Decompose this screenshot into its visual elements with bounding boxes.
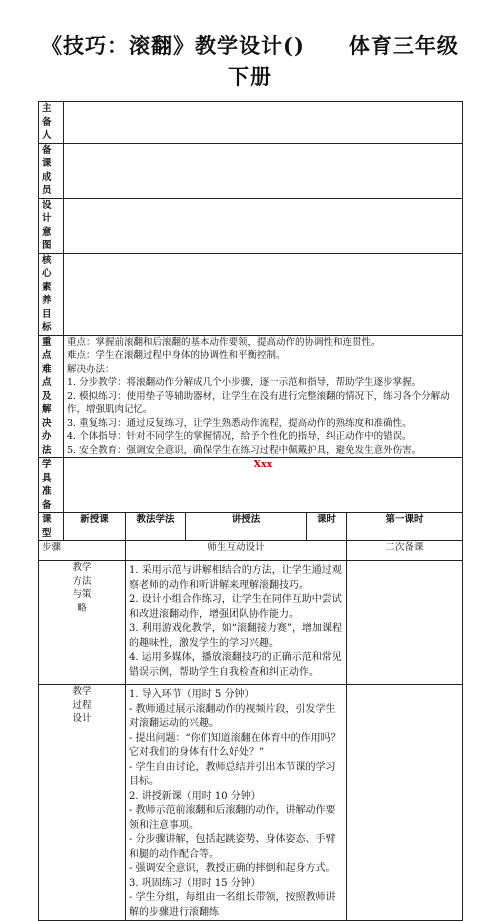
row-intent	[39, 198, 463, 253]
literacy-label: 核心素养目标	[39, 253, 64, 335]
key-points-label: 重点难点及解决办法	[39, 335, 64, 458]
process-second-prep[interactable]	[347, 685, 463, 921]
members-label: 备课成员	[39, 143, 64, 198]
key-line: 重点：掌握前滚翻和后滚翻的基本动作要领，提高动作的协调性和连贯性。	[67, 336, 381, 348]
process-line: - 强调安全意识，教授正确的摔倒和起身方式。	[129, 863, 336, 874]
key-line: 3. 重复练习：通过反复练习，让学生熟悉动作流程，提高动作的熟练度和准确性。	[67, 417, 412, 429]
key-line: 4. 个体指导：针对不同学生的掌握情况，给予个性化的指导，纠正动作中的错误。	[67, 431, 412, 442]
type-value: 新授课	[64, 513, 126, 541]
key-points-content	[64, 335, 463, 458]
literacy-value[interactable]	[64, 253, 463, 335]
title-line-2: 下册	[228, 64, 272, 89]
strategy-line: 3. 利用游戏化教学，如“滚翻接力赛”，增加课程的趣味性，激发学生的学习兴趣。	[129, 623, 342, 649]
intent-label: 设计意图	[39, 198, 64, 253]
row-steps-header	[39, 541, 463, 561]
strategy-label	[39, 561, 126, 685]
process-line: 1. 导入环节（用时 5 分钟）	[129, 689, 255, 700]
row-strategy	[39, 561, 463, 685]
row-members	[39, 143, 463, 198]
row-preparer	[39, 102, 463, 144]
strategy-line: 2. 设计小组合作练习，让学生在同伴互助中尝试和改进滚翻动作，增强团队协作能力。	[129, 594, 342, 620]
intent-value[interactable]	[64, 198, 463, 253]
preparer-label: 主备人	[39, 102, 64, 144]
strategy-second-prep[interactable]	[347, 561, 463, 685]
process-line: 2. 讲授新课（用时 10 分钟）	[129, 790, 261, 802]
row-literacy	[39, 253, 463, 335]
process-label-text: 教学过程设计	[72, 686, 92, 724]
process-line: - 教师示范前滚翻和后滚翻的动作，讲解动作要领和注意事项。	[129, 805, 336, 831]
interaction-header: 师生互动设计	[126, 541, 347, 561]
row-process	[39, 685, 463, 921]
process-line: - 分步骤讲解，包括起跳姿势、身体姿态、手臂和腿的动作配合等。	[129, 834, 336, 860]
key-line: 1. 分步教学：将滚翻动作分解成几个小步骤，逐一示范和指导，帮助学生逐步掌握。	[67, 377, 422, 388]
hours-value: 第一课时	[347, 513, 463, 541]
key-line: 5. 安全教育：强调安全意识，确保学生在练习过程中佩戴护具，避免发生意外伤害。	[67, 444, 422, 456]
key-line: 2. 模拟练习：使用垫子等辅助器材，让学生在没有进行完整滚翻的情况下，练习各个分解动作，增强肌肉记忆。	[67, 390, 450, 415]
strategy-content	[126, 561, 347, 685]
title-line-1: 《技巧：滚翻》教学设计() 体育三年级	[41, 33, 459, 58]
row-key-points	[39, 335, 463, 458]
type-label: 课型	[39, 513, 64, 541]
row-prep	[39, 458, 463, 513]
process-line: - 教师通过展示滚翻动作的视频片段，引发学生对滚翻运动的兴趣。	[129, 703, 336, 729]
second-prep-header: 二次备课	[347, 541, 463, 561]
hours-label: 课时	[307, 513, 347, 541]
process-line: - 提出问题：“你们知道滚翻在体育中的作用吗？它对我们的身体有什么好处？”	[129, 732, 341, 758]
process-label	[39, 685, 126, 921]
prep-label: 学具准备	[39, 458, 64, 513]
document-title	[0, 30, 500, 92]
strategy-label-text: 教学方法与策略	[72, 562, 92, 614]
prep-value: Xxx	[64, 458, 463, 513]
process-line: - 学生自由讨论，教师总结并引出本节课的学习目标。	[129, 761, 336, 787]
process-line: - 学生分组，每组由一名组长带领，按照教师讲解的步骤进行滚翻练	[129, 892, 336, 918]
strategy-line: 1. 采用示范与讲解相结合的方法，让学生通过观察老师的动作和听讲解来理解滚翻技巧。	[129, 565, 342, 591]
members-value[interactable]	[64, 143, 463, 198]
steps-label: 步骤	[39, 541, 126, 561]
strategy-line: 4. 运用多媒体，播放滚翻技巧的正确示范和常见错误示例，帮助学生自我检查和纠正动作。	[129, 652, 342, 678]
preparer-value[interactable]	[64, 102, 463, 144]
process-content	[126, 685, 347, 921]
lesson-plan-table	[38, 101, 463, 921]
key-line: 解决办法：	[67, 363, 115, 375]
method-label: 教法学法	[126, 513, 186, 541]
process-line: 3. 巩固练习（用时 15 分钟）	[129, 877, 261, 889]
row-lesson-type	[39, 513, 463, 541]
key-line: 难点：学生在滚翻过程中身体的协调性和平衡控制。	[67, 350, 286, 361]
method-value: 讲授法	[186, 513, 307, 541]
